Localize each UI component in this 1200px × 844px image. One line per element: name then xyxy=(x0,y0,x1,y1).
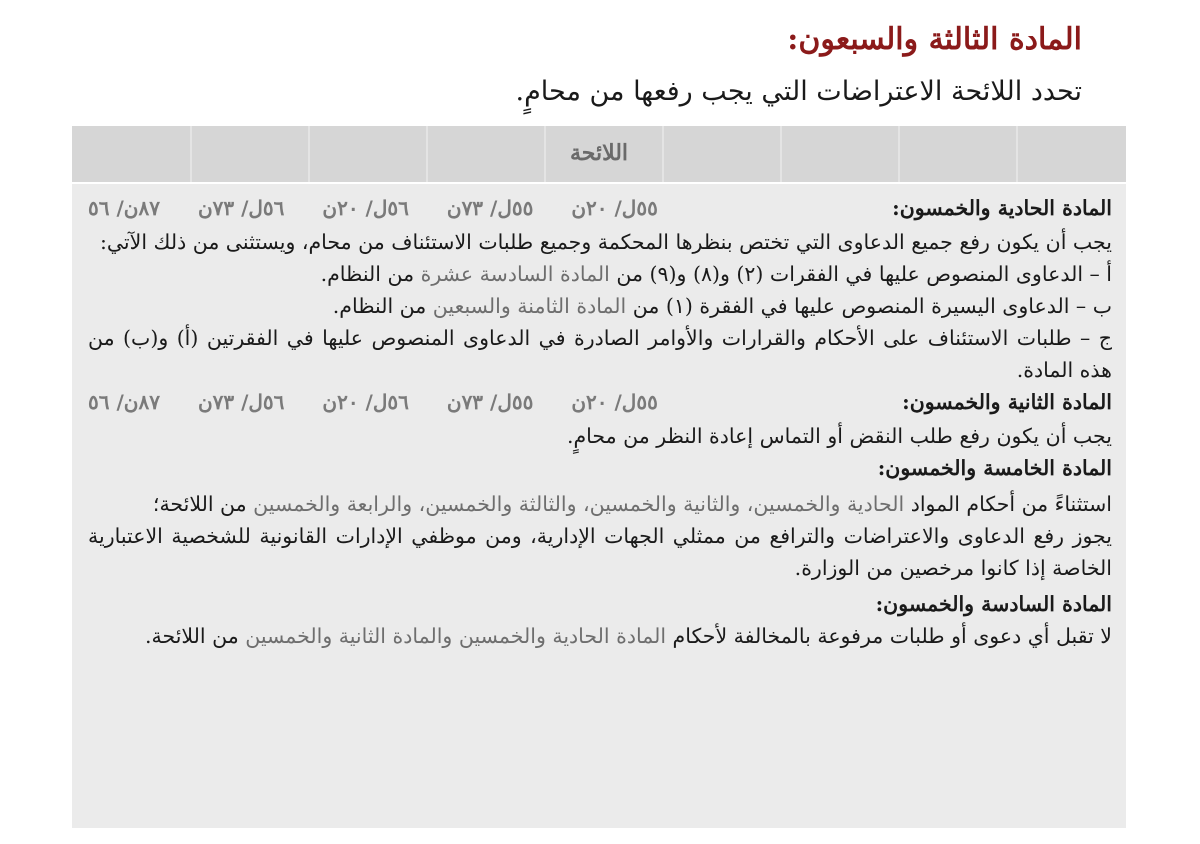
list-item-text: ج – طلبات الاستئناف على الأحكام والقرارات والأوامر الصادرة في الدعاوى المنصوص عليها في الفقرتين (أ) و(ب) من هذه المادة. xyxy=(88,326,1112,382)
cross-reference[interactable]: ٥٦ل/ ٢٠ن xyxy=(322,196,409,220)
list-item-text: أ – الدعاوى المنصوص عليها في الفقرات (٢) و(٨) و(٩) من xyxy=(609,262,1112,286)
article-link[interactable]: المادة السادسة عشرة xyxy=(420,262,610,286)
regulation-box xyxy=(72,126,1126,828)
article-link[interactable]: الحادية والخمسين، والثانية والخمسين، والثالثة والخمسين، والرابعة والخمسين xyxy=(253,492,905,516)
list-item-tail: من النظام. xyxy=(320,262,421,286)
cross-reference[interactable]: ٥٥ل/ ٢٠ن xyxy=(571,196,658,220)
section-body: يجوز رفع الدعاوى والاعتراضات والترافع من ممثلي الجهات الإدارية، ومن موظفي الإدارات القانونية للشخصية الاعتبارية الخاصة إذا كانوا مرخصين من الوزارة. xyxy=(88,524,1112,580)
list-item-text: ب – الدعاوى اليسيرة المنصوص عليها في الفقرة (١) من xyxy=(626,294,1112,318)
cross-references xyxy=(88,192,658,224)
cross-reference[interactable]: ٥٥ل/ ٧٣ن xyxy=(446,390,534,414)
regulation-box-title: اللائحة xyxy=(569,140,629,166)
article-intro: تحدد اللائحة الاعتراضات التي يجب رفعها من محامٍ. xyxy=(515,76,1082,107)
section-body: يجب أن يكون رفع طلب النقض أو التماس إعادة النظر من محامٍ. xyxy=(566,424,1112,448)
section-body-text: استثناءً من أحكام المواد xyxy=(904,492,1112,516)
cross-reference[interactable]: ٥٥ل/ ٢٠ن xyxy=(571,390,658,414)
section-body xyxy=(88,488,1112,520)
section-body-tail: من اللائحة. xyxy=(144,624,246,648)
regulation-box-header xyxy=(72,126,1126,184)
cross-reference[interactable]: ٥٥ل/ ٧٣ن xyxy=(446,196,534,220)
section-body xyxy=(88,620,1112,652)
section-heading-row xyxy=(88,386,1112,420)
section-heading: المادة الخامسة والخمسون: xyxy=(877,456,1112,480)
section-heading: المادة الحادية والخمسون: xyxy=(892,196,1112,220)
section-body: يجب أن يكون رفع جميع الدعاوى التي تختص بنظرها المحكمة وجميع طلبات الاستئناف من محام، ويستثنى من ذلك الآتي: xyxy=(99,230,1112,254)
article-link[interactable]: المادة الثامنة والسبعين xyxy=(432,294,627,318)
cross-references xyxy=(88,386,658,418)
list-item xyxy=(88,258,1112,290)
section-body-tail: من اللائحة؛ xyxy=(152,492,254,516)
cross-reference[interactable]: ٥٦ل/ ٧٣ن xyxy=(197,390,285,414)
list-item-tail: من النظام. xyxy=(332,294,433,318)
cross-reference[interactable]: ٥٦ل/ ٧٣ن xyxy=(197,196,285,220)
section-heading-row xyxy=(88,192,1112,226)
article-title: المادة الثالثة والسبعون: xyxy=(787,22,1082,57)
section-body-text: لا تقبل أي دعوى أو طلبات مرفوعة بالمخالفة لأحكام xyxy=(666,624,1112,648)
article-link[interactable]: المادة الحادية والخمسين والمادة الثانية والخمسين xyxy=(245,624,667,648)
section-heading: المادة السادسة والخمسون: xyxy=(875,592,1112,616)
regulation-content xyxy=(88,192,1112,652)
cross-reference[interactable]: ٥٦ل/ ٢٠ن xyxy=(322,390,409,414)
cross-reference[interactable]: ٨٧ن/ ٥٦ xyxy=(88,390,160,414)
list-item xyxy=(88,290,1112,322)
cross-reference[interactable]: ٨٧ن/ ٥٦ xyxy=(88,196,160,220)
list-item xyxy=(88,322,1112,386)
section-heading: المادة الثانية والخمسون: xyxy=(902,390,1112,414)
